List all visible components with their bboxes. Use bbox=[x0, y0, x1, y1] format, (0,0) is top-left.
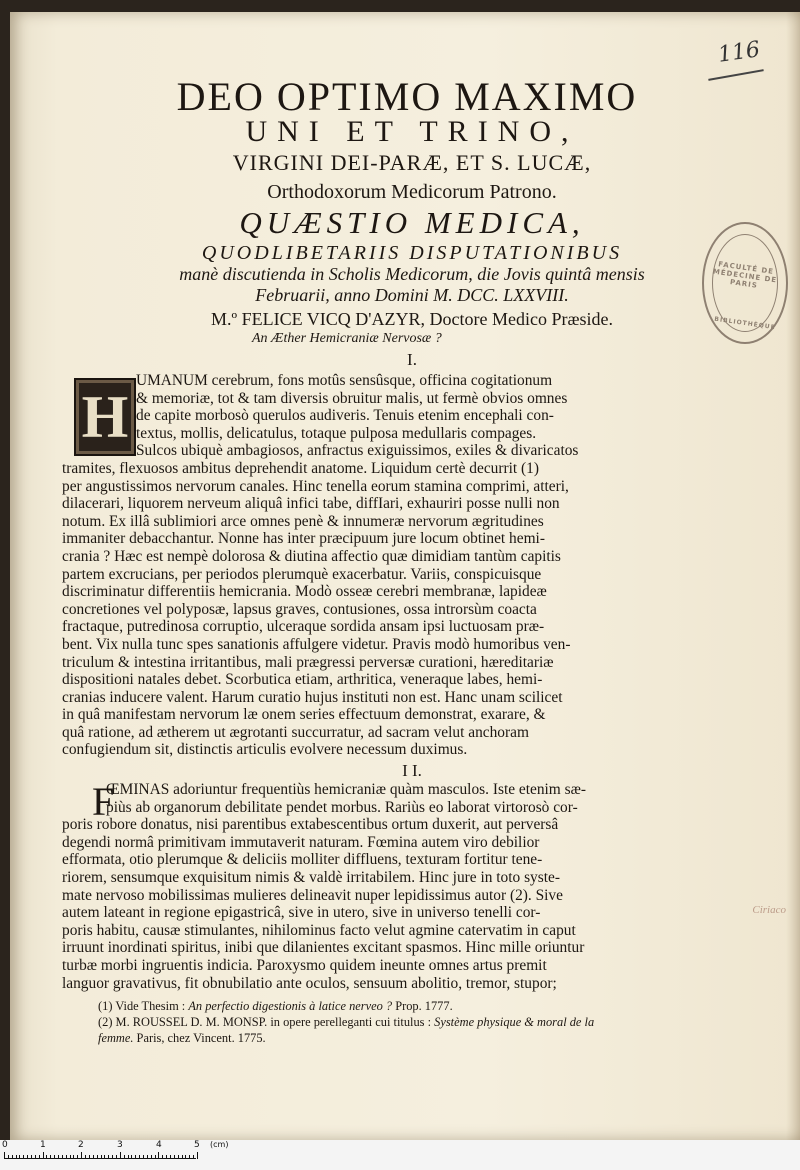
ruler-minor-tick bbox=[77, 1155, 78, 1159]
document-page bbox=[10, 12, 800, 1140]
text-line: bent. Vix nulla tunc spes sanationis affulgere videtur. Pravis modò humoribus ven- bbox=[62, 635, 571, 653]
ruler-minor-tick bbox=[174, 1155, 175, 1159]
thesis-date-line-2: Februarii, anno Domini M. DCC. LXXVIII. bbox=[255, 285, 569, 305]
text-line: dispositioni natales debet. Scorbutica etiam, arthritica, veneraque labes, hemi- bbox=[62, 671, 543, 689]
ruler-minor-tick bbox=[178, 1155, 179, 1159]
text-line: languor gravativus, fit obnubilatio ante oculos, sensuum abolitio, tremor, stupor; bbox=[62, 974, 557, 992]
text-line: notum. Ex illâ sublimiori arce omnes penè & innumeræ nervorum ægritudines bbox=[62, 512, 544, 530]
ruler-label: 2 bbox=[78, 1140, 84, 1150]
ruler-minor-tick bbox=[16, 1155, 17, 1159]
ruler-major-tick bbox=[120, 1152, 121, 1159]
footnote-2-continued bbox=[98, 1030, 762, 1046]
text-line: per angustissimos nervorum canales. Hinc tenella eorum stamina comprimi, atteri, bbox=[62, 477, 569, 495]
ruler-minor-tick bbox=[162, 1155, 163, 1159]
section-1-paragraph bbox=[62, 372, 762, 759]
text-line: riorem, sensumque exquisitum nimis & valdè irritabilem. Hinc jure in toto syste- bbox=[62, 869, 560, 887]
ornamental-dropcap: H bbox=[74, 378, 136, 456]
ruler-label: 3 bbox=[117, 1140, 123, 1150]
ruler-minor-tick bbox=[89, 1155, 90, 1159]
dedication-line-3: VIRGINI DEI-PARÆ, ET S. LUCÆ, bbox=[232, 150, 592, 175]
ruler-minor-tick bbox=[101, 1155, 102, 1159]
ruler-label: 1 bbox=[40, 1140, 46, 1150]
ruler-minor-tick bbox=[35, 1155, 36, 1159]
text-line: crania ? Hæc est nempè dolorosa & diutina affectio quæ dimidiam tantùm capitis bbox=[62, 547, 561, 565]
text-line: concretiones vel polyposæ, lapsus graves, contusiones, ossa introrsùm coacta bbox=[62, 600, 537, 618]
ruler-minor-tick bbox=[93, 1155, 94, 1159]
footnote-2 bbox=[98, 1014, 762, 1030]
dedication-line-1: DEO OPTIMO MAXIMO bbox=[176, 74, 638, 119]
text-line: cranias inducere valent. Harum curatio hujus instituti non est. Hanc unam scilicet bbox=[62, 688, 563, 706]
ruler-minor-tick bbox=[139, 1155, 140, 1159]
ruler-major-tick bbox=[4, 1152, 5, 1159]
ruler-minor-tick bbox=[182, 1155, 183, 1159]
text-line: ŒMINAS adoriuntur frequentiùs hemicraniæ quàm masculos. Iste etenim sæ- bbox=[106, 781, 587, 799]
text-line: triculum & intestina irritantibus, mali prægressi perversæ curationi, hæreditariæ bbox=[62, 653, 554, 671]
thesis-question: An Æther Hemicraniæ Nervosæ ? bbox=[252, 331, 442, 346]
text-line: poris habitu, causæ stimulantes, nihilominus facto velut agmine catervatim in caput bbox=[62, 921, 576, 939]
section-2-number: I I. bbox=[402, 761, 422, 781]
page-edge-shadow bbox=[786, 12, 800, 1140]
ruler-minor-tick bbox=[185, 1155, 186, 1159]
ruler-minor-tick bbox=[50, 1155, 51, 1159]
ruler-minor-tick bbox=[147, 1155, 148, 1159]
text-line: textus, mollis, delicatulus, totaque pulposa medullaris compages. bbox=[136, 424, 537, 442]
text-line: tramites, flexuosos ambitus deprehendit anatome. Liquidum certè decurrit (1) bbox=[62, 459, 539, 477]
section-2-dropcap: F bbox=[92, 779, 115, 825]
ruler-minor-tick bbox=[62, 1155, 63, 1159]
ruler-major-tick bbox=[43, 1152, 44, 1159]
text-line: Sulcos ubiquè ambagiosos, anfractus exiguissimos, exiles & divaricatos bbox=[136, 442, 579, 460]
ruler-minor-tick bbox=[73, 1155, 74, 1159]
thesis-date-line-1: manè discutienda in Scholis Medicorum, die Jovis quintâ mensis bbox=[179, 264, 645, 284]
text-line: mate nervoso mobilissimas mulieres delineavit nuper lepidissimus autor (2). Sive bbox=[62, 886, 563, 904]
scale-ruler bbox=[0, 1140, 800, 1170]
ruler-minor-tick bbox=[12, 1155, 13, 1159]
ruler-minor-tick bbox=[54, 1155, 55, 1159]
ruler-minor-tick bbox=[66, 1155, 67, 1159]
text-line: discriminatur differentiis hemicrania. Modò osseæ cerebri membranæ, lapideæ bbox=[62, 583, 547, 601]
ruler-minor-tick bbox=[39, 1155, 40, 1159]
ruler-minor-tick bbox=[19, 1155, 20, 1159]
ruler-minor-tick bbox=[8, 1155, 9, 1159]
text-line: irruunt inordinati spiritus, inibi que dilanientes excitant spasmos. Hinc mille oriuntur bbox=[62, 939, 585, 957]
ruler-minor-tick bbox=[193, 1155, 194, 1159]
margin-mark: Ciriaco bbox=[752, 904, 786, 916]
text-line: partem excrucians, per periodos plerumquè exacerbatur. Variis, conspicuisque bbox=[62, 565, 542, 583]
text-line: fractaque, putredinosa corruptio, ulceraque sordida ansam ipsi luctuosam præ- bbox=[62, 618, 545, 636]
ruler-minor-tick bbox=[166, 1155, 167, 1159]
text-line: UMANUM cerebrum, fons motûs sensûsque, officina cogitationum bbox=[136, 372, 553, 389]
ruler-minor-tick bbox=[135, 1155, 136, 1159]
text-line: efformata, otio plerumque & deliciis molliter diffluens, texturam fortitur tene- bbox=[62, 851, 543, 869]
ruler-minor-tick bbox=[70, 1155, 71, 1159]
footnote-1-suffix: Prop. 1777. bbox=[395, 999, 453, 1014]
ruler-minor-tick bbox=[97, 1155, 98, 1159]
text-line: confugiendum sit, distinctis articulis evolvere necessum duximus. bbox=[62, 741, 468, 759]
praeses-line: M.º FELICE VICQ D'AZYR, Doctore Medico Præside. bbox=[211, 309, 613, 329]
text-line: piùs ab organorum debilitate pendet morbus. Rariùs eo laborat virtorosò cor- bbox=[106, 798, 578, 816]
ruler-minor-tick bbox=[58, 1155, 59, 1159]
ruler-minor-tick bbox=[189, 1155, 190, 1159]
ruler-minor-tick bbox=[31, 1155, 32, 1159]
text-line: turbæ morbi ingruentis indicia. Paroxysmo quidem ineunte omnes artus premit bbox=[62, 957, 547, 974]
footnotes bbox=[62, 998, 762, 1046]
ruler-minor-tick bbox=[131, 1155, 132, 1159]
ruler-minor-tick bbox=[27, 1155, 28, 1159]
thesis-title: QUÆSTIO MEDICA, bbox=[239, 205, 585, 240]
ruler-minor-tick bbox=[170, 1155, 171, 1159]
folio-number: 116 bbox=[716, 37, 762, 68]
text-line: dilacerari, liquorem nerveum aliquâ infici tabe, diffIari, exhauriri posse nulli non bbox=[62, 495, 560, 513]
text-line: in quâ manifestam nervorum læ onem series effectuum demonstrat, exarare, & bbox=[62, 706, 546, 724]
footnote-1 bbox=[98, 998, 762, 1014]
ruler-major-tick bbox=[197, 1152, 198, 1159]
ruler-minor-tick bbox=[128, 1155, 129, 1159]
text-line: immaniter debacchantur. Nonne has inter præcipuum jure locum obtinet hemi- bbox=[62, 530, 545, 548]
dedication-line-2: UNI ET TRINO, bbox=[245, 115, 579, 148]
text-line: autem lateant in regione epigastricâ, sive in utero, sive in universo tenelli cor- bbox=[62, 904, 541, 922]
stamp-text-bottom: BIBLIOTHÈQUE bbox=[713, 315, 777, 332]
ruler-major-tick bbox=[158, 1152, 159, 1159]
text-line: & memoriæ, tot & tam diversis obruitur malis, ut fermè obvios omnes bbox=[136, 389, 568, 407]
ruler-label: 0 bbox=[2, 1140, 8, 1150]
ruler-minor-tick bbox=[23, 1155, 24, 1159]
footnote-1-title: An perfectio digestionis à latice nerveo ? bbox=[188, 999, 393, 1014]
ruler-minor-tick bbox=[155, 1155, 156, 1159]
footnote-1-prefix: (1) Vide Thesim : bbox=[98, 999, 186, 1014]
text-line: de capite morbosò querulos audiveris. Tenuis etenim encephali con- bbox=[136, 407, 554, 425]
ruler-minor-tick bbox=[112, 1155, 113, 1159]
ruler-minor-tick bbox=[108, 1155, 109, 1159]
section-2-paragraph bbox=[62, 781, 762, 992]
footnote-2-imprint: Paris, chez Vincent. 1775. bbox=[136, 1031, 266, 1046]
text-line: degendi normâ primitivam immutaverit naturam. Fœmina autem viro debilior bbox=[62, 833, 540, 851]
ruler-major-tick bbox=[81, 1152, 82, 1159]
ruler-minor-tick bbox=[85, 1155, 86, 1159]
footnote-2-prefix: (2) M. ROUSSEL D. M. MONSP. in opere perelleganti cui titulus : bbox=[98, 1015, 432, 1030]
text-line: quâ ratione, ad ætherem ut ægrotanti succurratur, ad sacram velut anchoram bbox=[62, 723, 529, 741]
footnote-2-title-end: femme. bbox=[98, 1031, 134, 1046]
footnote-2-title: Système physique & moral de la bbox=[434, 1015, 595, 1030]
ruler-minor-tick bbox=[46, 1155, 47, 1159]
ruler-minor-tick bbox=[143, 1155, 144, 1159]
ruler-label: 5 bbox=[194, 1140, 200, 1150]
ruler-unit: (cm) bbox=[210, 1140, 229, 1149]
thesis-subtitle: QUODLIBETARIIS DISPUTATIONIBUS bbox=[201, 242, 623, 264]
text-line: poris robore donatus, nisi parentibus extabescentibus ortum duxerit, aut perversâ bbox=[62, 816, 559, 834]
ruler-minor-tick bbox=[104, 1155, 105, 1159]
ruler-minor-tick bbox=[124, 1155, 125, 1159]
ruler-label: 4 bbox=[156, 1140, 162, 1150]
dedication-line-4: Orthodoxorum Medicorum Patrono. bbox=[267, 181, 557, 203]
page-content bbox=[62, 76, 762, 1046]
section-1-number: I. bbox=[407, 350, 417, 369]
stamp-text-top: FACULTÉ DE MÉDECINE DE PARIS bbox=[712, 260, 778, 290]
ruler-minor-tick bbox=[116, 1155, 117, 1159]
ruler-minor-tick bbox=[151, 1155, 152, 1159]
